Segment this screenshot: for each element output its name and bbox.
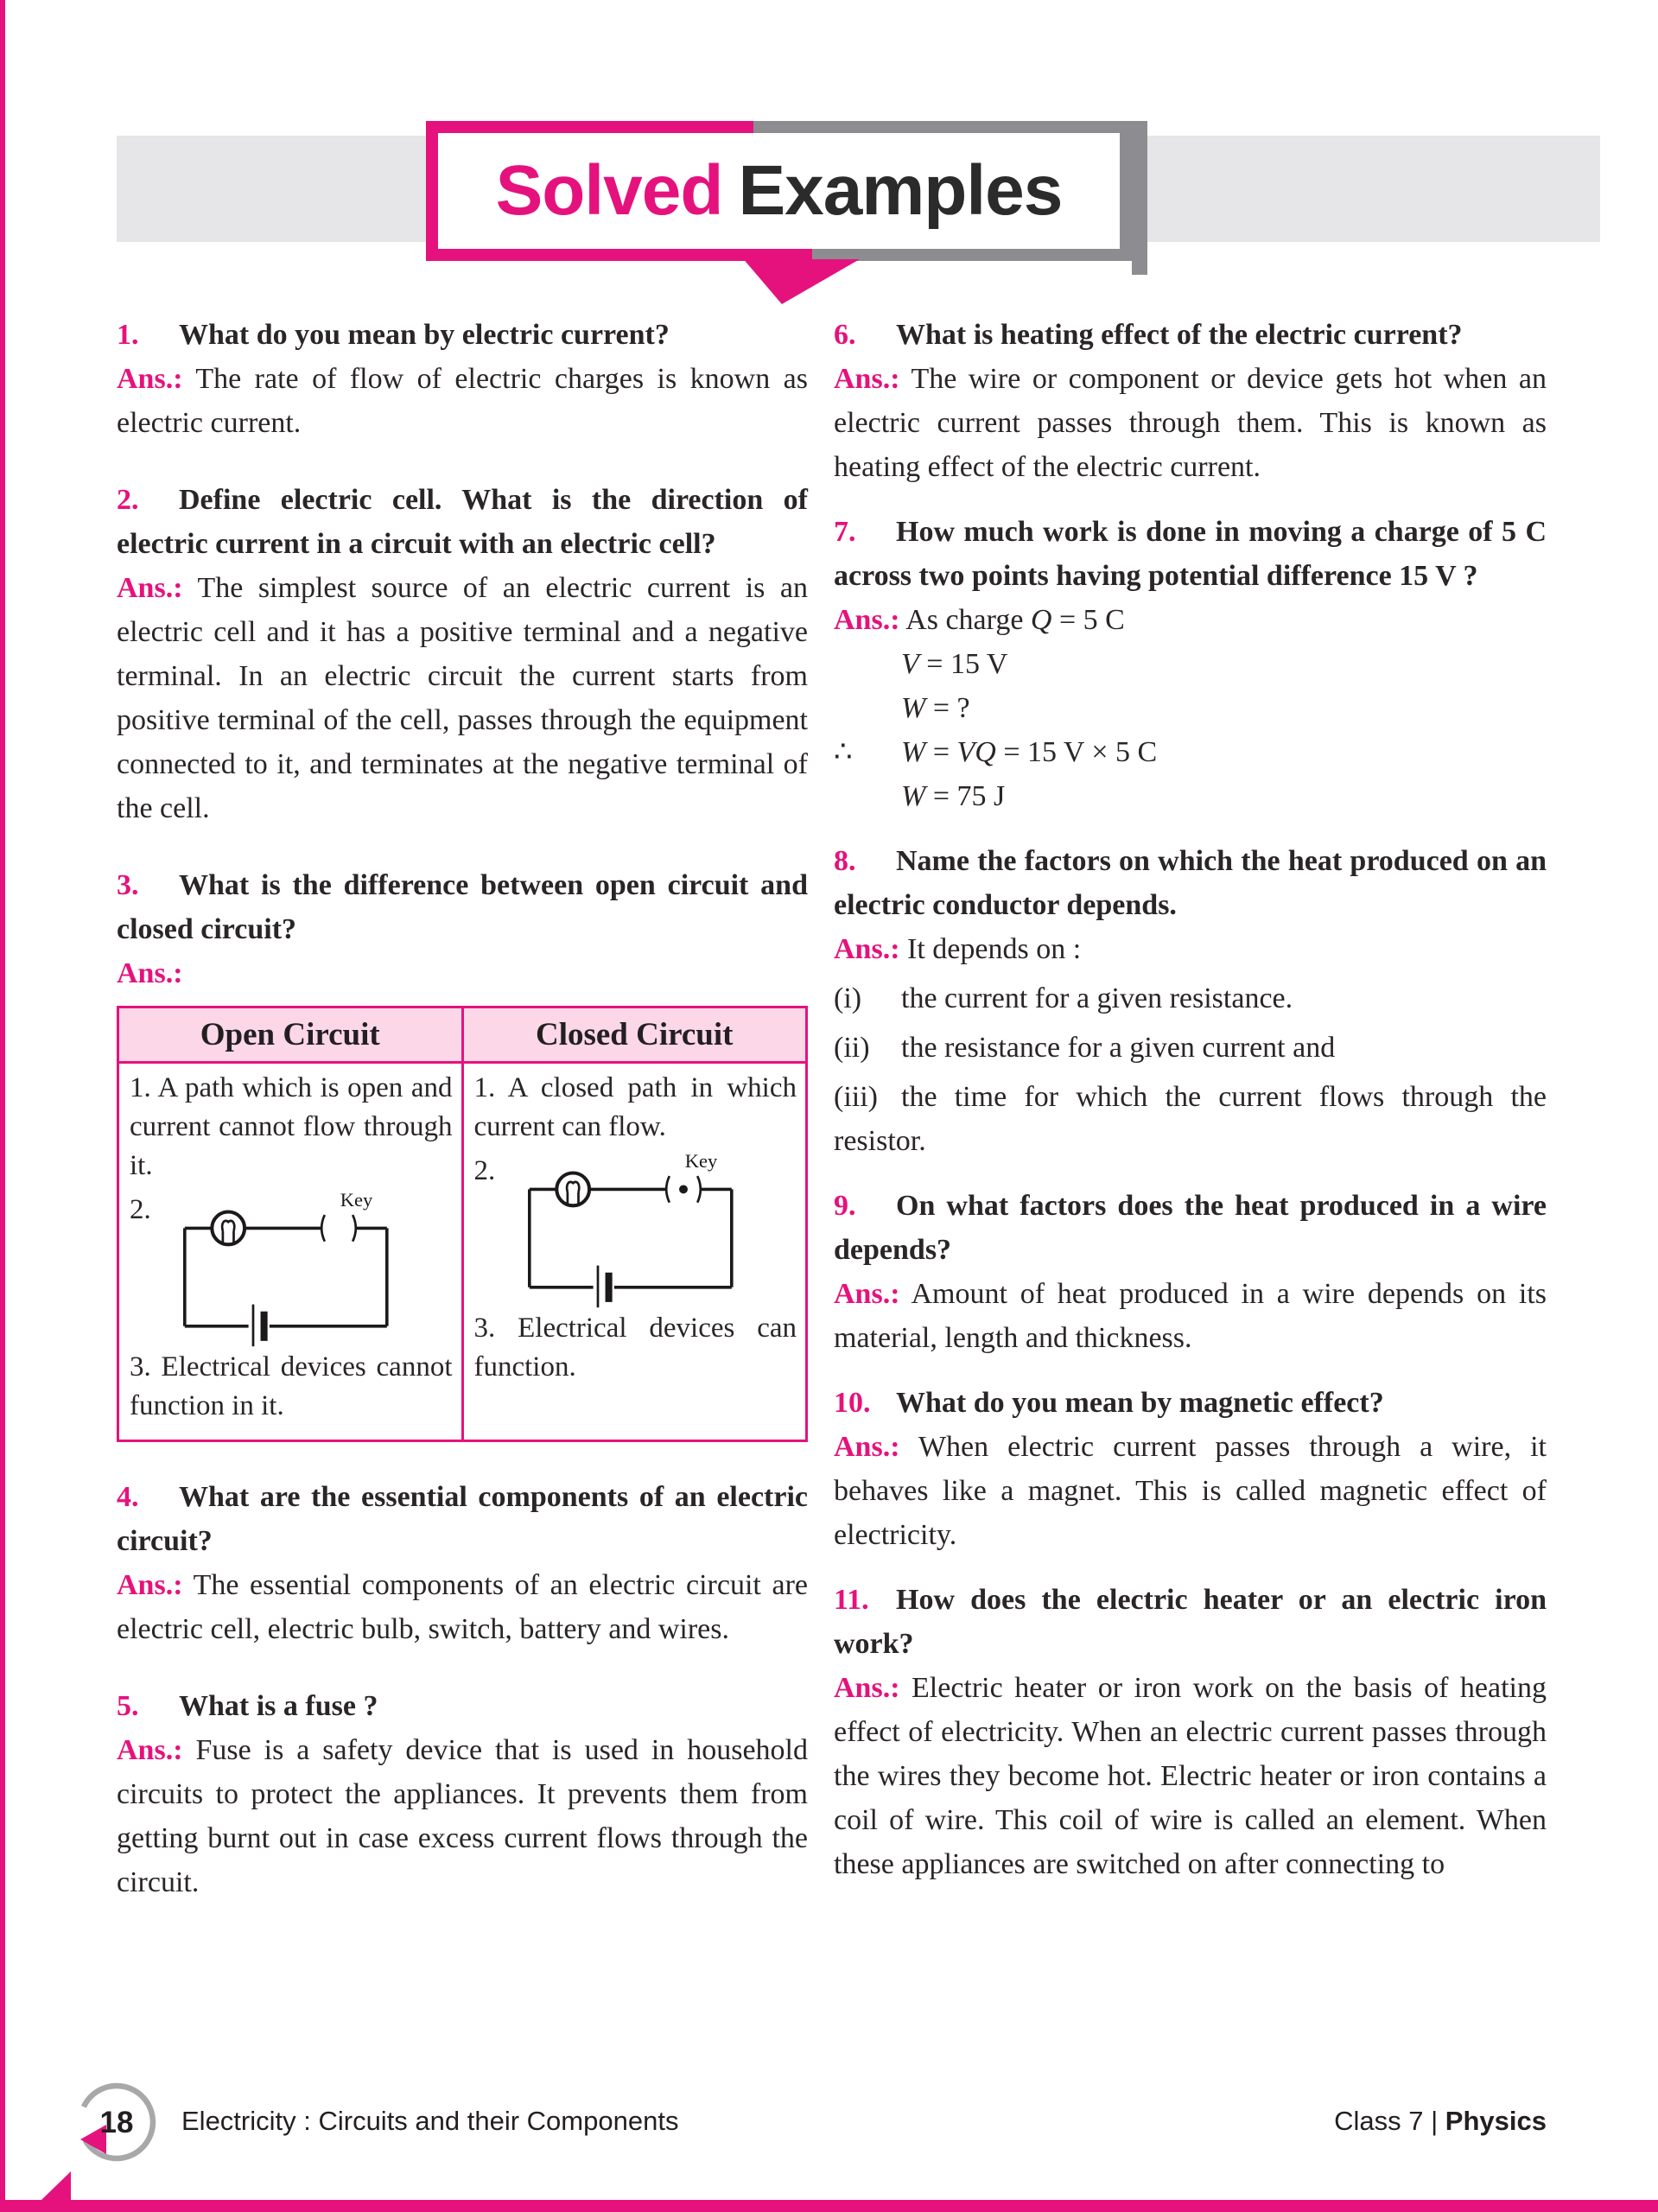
given-text: As charge xyxy=(905,604,1031,636)
table-header-closed: Closed Circuit xyxy=(462,1007,807,1063)
variable-w: W xyxy=(901,780,926,812)
question-text: How much work is done in moving a charge of 5 C across two points having potential difference 15 V ? xyxy=(834,516,1547,592)
battery-icon xyxy=(598,1266,609,1308)
qa-block-5 xyxy=(117,1684,808,1904)
chapter-title: Electricity : Circuits and their Components xyxy=(181,2106,679,2136)
question-text: What do you mean by magnetic effect? xyxy=(896,1387,1384,1419)
list-item xyxy=(834,1075,1547,1163)
header-banner xyxy=(426,121,1132,261)
answer xyxy=(834,1272,1547,1360)
question-text: What is heating effect of the electric current? xyxy=(896,319,1463,351)
answer xyxy=(834,927,1547,971)
equation-text: = xyxy=(925,736,957,768)
list-item-number: (iii) xyxy=(834,1081,878,1113)
bottom-edge-accent-bar xyxy=(0,2200,1658,2212)
key-dot xyxy=(679,1185,688,1193)
question-number: 10. xyxy=(834,1387,871,1419)
question-text: On what factors does the heat produced in a wire depends? xyxy=(834,1190,1547,1266)
equation-text: = 15 V × 5 C xyxy=(995,736,1158,768)
open-item-1: 1. A path which is open and current cannot flow through it. xyxy=(130,1072,453,1181)
question-text: Name the factors on which the heat produced on an electric conductor depends. xyxy=(834,845,1547,921)
answer-label: Ans.: xyxy=(834,363,900,395)
closed-item-1: 1. A closed path in which current can flow. xyxy=(473,1072,797,1142)
question xyxy=(834,1578,1547,1666)
question xyxy=(117,1684,808,1728)
bulb-icon xyxy=(556,1173,589,1206)
list-item-text: the resistance for a given current and xyxy=(901,1032,1336,1064)
bulb-icon xyxy=(212,1212,245,1245)
question-number: 5. xyxy=(117,1690,139,1722)
qa-block-4 xyxy=(117,1475,808,1651)
qa-block-6 xyxy=(834,313,1547,489)
question xyxy=(834,1381,1547,1425)
question-text: What is the difference between open circuit and closed circuit? xyxy=(117,869,808,945)
open-item-2 xyxy=(130,1191,453,1348)
question-number: 11. xyxy=(834,1584,869,1616)
column-right xyxy=(834,313,1547,1907)
answer-label: Ans.: xyxy=(834,1278,900,1310)
question-text: What is a fuse ? xyxy=(179,1690,378,1722)
qa-block-11 xyxy=(834,1578,1547,1886)
answer-text: Fuse is a safety device that is used in household circuits to protect the appliances. It prevents them from getting burnt out in case excess current flows through the circuit. xyxy=(117,1734,808,1898)
page-number-badge xyxy=(73,2079,160,2165)
answer-text: It depends on : xyxy=(907,933,1082,965)
variable-vq: VQ xyxy=(956,736,996,768)
question-number: 8. xyxy=(834,845,856,877)
answer-label: Ans.: xyxy=(834,1672,900,1704)
question-text: How does the electric heater or an electric iron work? xyxy=(834,1584,1547,1660)
qa-block-7 xyxy=(834,510,1547,818)
answer xyxy=(117,951,808,995)
question-number: 7. xyxy=(834,516,856,548)
open-item-2-number: 2. xyxy=(130,1194,151,1225)
equation-text: = ? xyxy=(925,692,970,724)
column-left xyxy=(117,313,808,1937)
battery-icon xyxy=(253,1305,264,1347)
answer xyxy=(117,1728,808,1904)
answer xyxy=(834,357,1547,489)
closed-item-2 xyxy=(474,1152,797,1309)
title-solved: Solved xyxy=(495,151,723,230)
equation-line xyxy=(834,642,1547,686)
answer-text: Electric heater or iron work on the basis of heating effect of electricity. When an electric current passes through the wires they become hot. Electric heater or iron contains a coil of wire. This coil of wire is called an element. When these appliances are switched on after connecting to xyxy=(834,1672,1547,1880)
qa-block-10 xyxy=(834,1381,1547,1557)
question xyxy=(834,313,1547,357)
closed-item-3: 3. Electrical devices can function. xyxy=(473,1313,797,1382)
answer-text: The rate of flow of electric charges is known as electric current. xyxy=(117,363,808,439)
answer-label: Ans.: xyxy=(834,933,900,965)
question xyxy=(117,478,808,566)
question-number: 4. xyxy=(117,1481,139,1513)
question-number: 9. xyxy=(834,1190,856,1222)
closed-item-2-number: 2. xyxy=(473,1155,496,1186)
variable-q: Q xyxy=(1030,604,1052,636)
page-title xyxy=(495,151,1063,230)
question-number: 3. xyxy=(117,869,139,901)
comparison-table xyxy=(117,1006,808,1442)
equation-line xyxy=(834,686,1547,730)
open-circuit-cell xyxy=(118,1063,463,1441)
title-examples: Examples xyxy=(738,151,1063,230)
key-icon xyxy=(666,1176,701,1203)
question-text: What do you mean by electric current? xyxy=(179,319,670,351)
answer xyxy=(117,566,808,830)
closed-circuit-cell xyxy=(462,1063,807,1441)
key-label: Key xyxy=(340,1192,373,1211)
question xyxy=(117,863,808,951)
answer-text: When electric current passes through a wire, it behaves like a magnet. This is called magnetic effect of electricity. xyxy=(834,1431,1547,1551)
question xyxy=(117,313,808,357)
question-text: Define electric cell. What is the direction of electric current in a circuit with an electric cell? xyxy=(117,484,808,560)
question-text: What are the essential components of an electric circuit? xyxy=(117,1481,808,1557)
footer-class-subject xyxy=(1334,2106,1547,2137)
answer-text: The simplest source of an electric current is an electric cell and it has a positive terminal and a negative terminal. In an electric circuit the current starts from positive terminal of the cell, passes through the equipment connected to it, and terminates at the negative terminal of the cell. xyxy=(117,572,808,824)
answer xyxy=(834,1425,1547,1557)
equation-line xyxy=(834,730,1547,774)
key-icon xyxy=(321,1215,356,1242)
banner-tail-triangle xyxy=(736,259,860,304)
table-header-open: Open Circuit xyxy=(118,1007,463,1063)
list-item-text: the current for a given resistance. xyxy=(901,982,1293,1014)
list-item xyxy=(834,1026,1547,1070)
equation-result: = 75 J xyxy=(925,780,1006,812)
page-number: 18 xyxy=(99,2106,134,2139)
answer xyxy=(834,1666,1547,1886)
qa-block-2 xyxy=(117,478,808,830)
question xyxy=(834,839,1547,927)
answer-label: Ans.: xyxy=(117,572,183,604)
subject-label: Physics xyxy=(1445,2106,1547,2136)
answer-label: Ans.: xyxy=(834,1431,900,1463)
class-label: Class 7 | xyxy=(1334,2106,1445,2136)
variable-w: W xyxy=(901,736,926,768)
question xyxy=(117,1475,808,1563)
list-item-number: (i) xyxy=(834,982,862,1014)
question xyxy=(834,1184,1547,1272)
answer xyxy=(117,1563,808,1651)
list-item-text: the time for which the current flows through the resistor. xyxy=(834,1081,1547,1157)
list-item xyxy=(834,976,1547,1020)
question-number: 6. xyxy=(834,319,856,351)
table-body-row xyxy=(118,1063,807,1441)
answer-label: Ans.: xyxy=(117,363,183,395)
answer-label: Ans.: xyxy=(117,1734,183,1766)
equation-line xyxy=(834,774,1547,818)
wire-loop xyxy=(185,1228,387,1325)
therefore-symbol: ∴ xyxy=(834,736,853,768)
variable-v: V xyxy=(901,648,919,680)
table-header-row xyxy=(118,1007,807,1063)
list-item-number: (ii) xyxy=(834,1032,870,1064)
answer-label: Ans.: xyxy=(117,1569,183,1601)
answer-text: The essential components of an electric circuit are electric cell, electric bulb, switch, battery and wires. xyxy=(117,1569,809,1645)
equation-text: = 15 V xyxy=(918,648,1008,680)
answer xyxy=(117,357,808,445)
circuit-diagram-open xyxy=(168,1192,401,1348)
key-label: Key xyxy=(684,1154,717,1173)
open-item-3: 3. Electrical devices cannot function in it. xyxy=(130,1351,453,1421)
banner-shadow-bottom xyxy=(812,249,1147,261)
answer-text: Amount of heat produced in a wire depends on its material, length and thickness. xyxy=(834,1278,1547,1354)
corner-bookmark-triangle xyxy=(41,2171,71,2200)
qa-block-3 xyxy=(117,863,808,1442)
qa-block-1 xyxy=(117,313,808,445)
wire-loop xyxy=(529,1189,731,1287)
question xyxy=(834,510,1547,598)
variable-w: W xyxy=(901,692,926,724)
banner-shadow-top xyxy=(753,121,1147,133)
circuit-diagram-closed xyxy=(512,1154,746,1309)
answer-text: The wire or component or device gets hot when an electric current passes through them. This is known as heating effect of the electric current. xyxy=(834,363,1547,483)
qa-block-9 xyxy=(834,1184,1547,1360)
given-value: = 5 C xyxy=(1051,604,1125,636)
left-edge-accent-bar xyxy=(0,0,5,2212)
question-number: 2. xyxy=(117,484,139,516)
answer-label: Ans.: xyxy=(117,957,183,989)
answer-given xyxy=(834,598,1547,642)
answer-label: Ans.: xyxy=(834,604,900,636)
qa-block-8 xyxy=(834,839,1547,1163)
question-number: 1. xyxy=(117,319,139,351)
